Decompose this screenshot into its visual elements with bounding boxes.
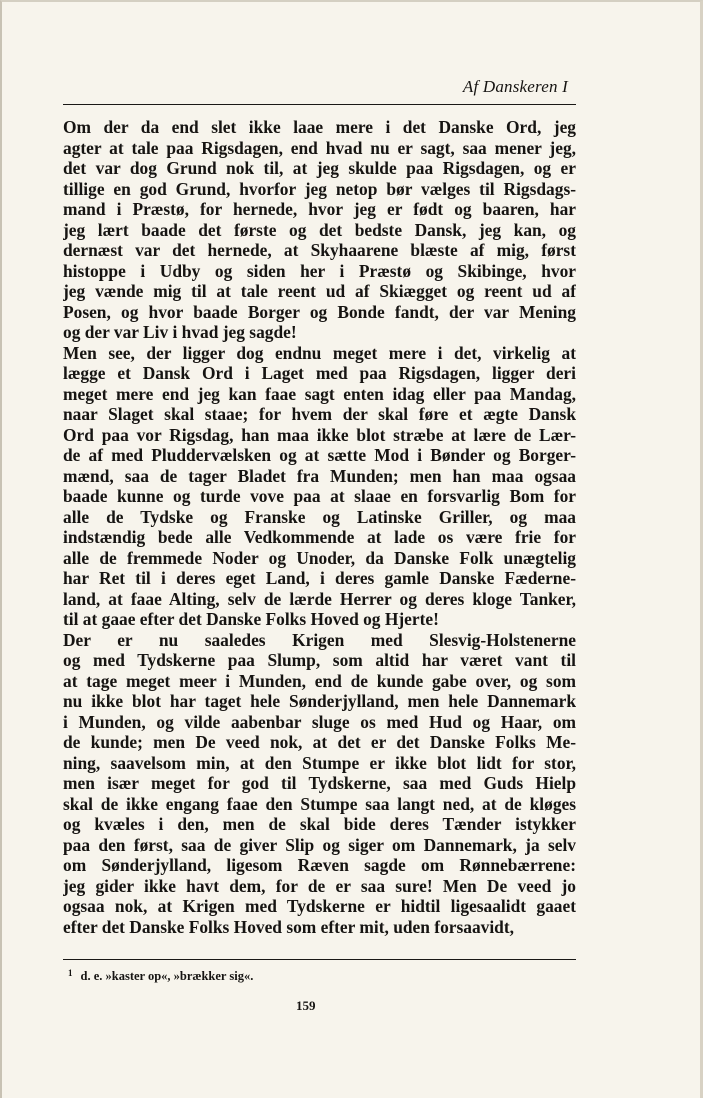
text-line: nu ikke blot har taget hele Sønderjylland, men hele Dannemark: [63, 691, 576, 711]
footnote: [68, 968, 253, 984]
footnote-marker: 1: [68, 968, 73, 978]
text-line: meget mere end jeg kan faae sagt enten idag eller paa Mandag,: [63, 383, 576, 404]
text-line: jeg vænde mig til at tale reent ud af Skiægget og reent ud af: [63, 281, 576, 301]
text-line: efter det Danske Folks Hoved som efter mit, uden forsaavidt,: [63, 916, 514, 937]
text-line: ning, saavelsom min, at den Stumpe er ikke blot lidt for stor,: [63, 752, 576, 773]
text-line: indstændig bede alle Vedkommende at lade os være frie for: [63, 527, 576, 547]
text-line: agter at tale paa Rigsdagen, end hvad nu er sagt, saa mener jeg,: [63, 137, 576, 158]
text-line: ogsaa nok, at Krigen med Tydskerne er hidtil ligesaalidt gaaet: [63, 896, 576, 916]
text-line: tillige en god Grund, hvorfor jeg netop bør vælges til Rigsdags-: [63, 178, 576, 199]
text-line: baade kunne og turde vove paa at slaae en forsvarlig Bom for: [63, 486, 576, 506]
text-line: dernæst var det hernede, at Skyhaarene blæste af mig, først: [63, 240, 576, 260]
running-head: Af Danskeren I: [462, 77, 568, 96]
page-number: 159: [296, 998, 316, 1013]
text-line: de kunde; men De veed nok, at det er det Danske Folks Me-: [63, 732, 576, 752]
text-line: til at gaae efter det Danske Folks Hoved og Hjerte!: [63, 609, 439, 629]
text-line: og kvæles i den, men de skal bide deres Tænder istykker: [63, 814, 576, 834]
text-line: mænd, saa de tager Bladet fra Munden; men han maa ogsaa: [63, 465, 576, 486]
text-line: mand i Præstø, for hernede, hvor jeg er født og baaren, har: [63, 199, 576, 219]
text-line: alle de fremmede Noder og Unoder, da Danske Folk unægtelig: [63, 547, 576, 568]
text-line: de af med Pluddervælsken og at sætte Mod i Bønder og Borger-: [63, 445, 576, 465]
text-line: lægge et Dansk Ord i Laget med paa Rigsdagen, ligger deri: [63, 363, 576, 383]
text-line: naar Slaget skal staae; for hvem der skal føre et ægte Dansk: [63, 404, 576, 424]
text-line: Posen, og hvor baade Borger og Bonde fandt, der var Mening: [63, 301, 576, 322]
header-rule: [63, 104, 576, 105]
text-line: land, at faae Alting, selv de lærde Herrer og deres kloge Tanker,: [63, 588, 576, 609]
text-line: histoppe i Udby og siden her i Præstø og Skibinge, hvor: [63, 260, 576, 281]
text-line: jeg lært baade det første og det bedste Dansk, jeg kan, og: [63, 219, 576, 240]
text-line: Men see, der ligger dog endnu meget mere i det, virkelig at: [63, 342, 576, 363]
text-line: skal de ikke engang faae den Stumpe saa langt ned, at de kløges: [63, 793, 576, 814]
text-line: har Ret til i deres eget Land, i deres gamle Danske Fæderne-: [63, 568, 576, 588]
footnote-text: d. e. »kaster op«, »brækker sig«.: [80, 969, 254, 983]
text-line: jeg gider ikke havt dem, for de er saa sure! Men De veed jo: [63, 875, 576, 896]
text-line: at tage meget meer i Munden, end de kunde gabe over, og som: [63, 670, 576, 691]
text-line: paa den først, saa de giver Slip og siger om Dannemark, ja selv: [63, 834, 576, 855]
text-line: i Munden, og vilde aabenbar sluge os med Hud og Haar, om: [63, 711, 576, 732]
text-line: det var dog Grund nok til, at jeg skulde paa Rigsdagen, og er: [63, 158, 576, 178]
text-line: men især meget for god til Tydskerne, saa med Guds Hielp: [63, 773, 576, 793]
text-line: og der var Liv i hvad jeg sagde!: [63, 322, 297, 342]
text-line: og med Tydskerne paa Slump, som altid har været vant til: [63, 650, 576, 670]
text-line: Ord paa vor Rigsdag, han maa ikke blot stræbe at lære de Lær-: [63, 424, 576, 445]
body-text: [63, 117, 576, 937]
text-line: Der er nu saaledes Krigen med Slesvig-Holstenerne: [63, 629, 576, 650]
text-line: Om der da end slet ikke laae mere i det Danske Ord, jeg: [63, 117, 576, 137]
text-line: om Sønderjylland, ligesom Ræven sagde om Rønnebærrene:: [63, 855, 576, 875]
text-line: alle de Tydske og Franske og Latinske Griller, og maa: [63, 506, 576, 527]
footnote-rule: [63, 959, 576, 960]
